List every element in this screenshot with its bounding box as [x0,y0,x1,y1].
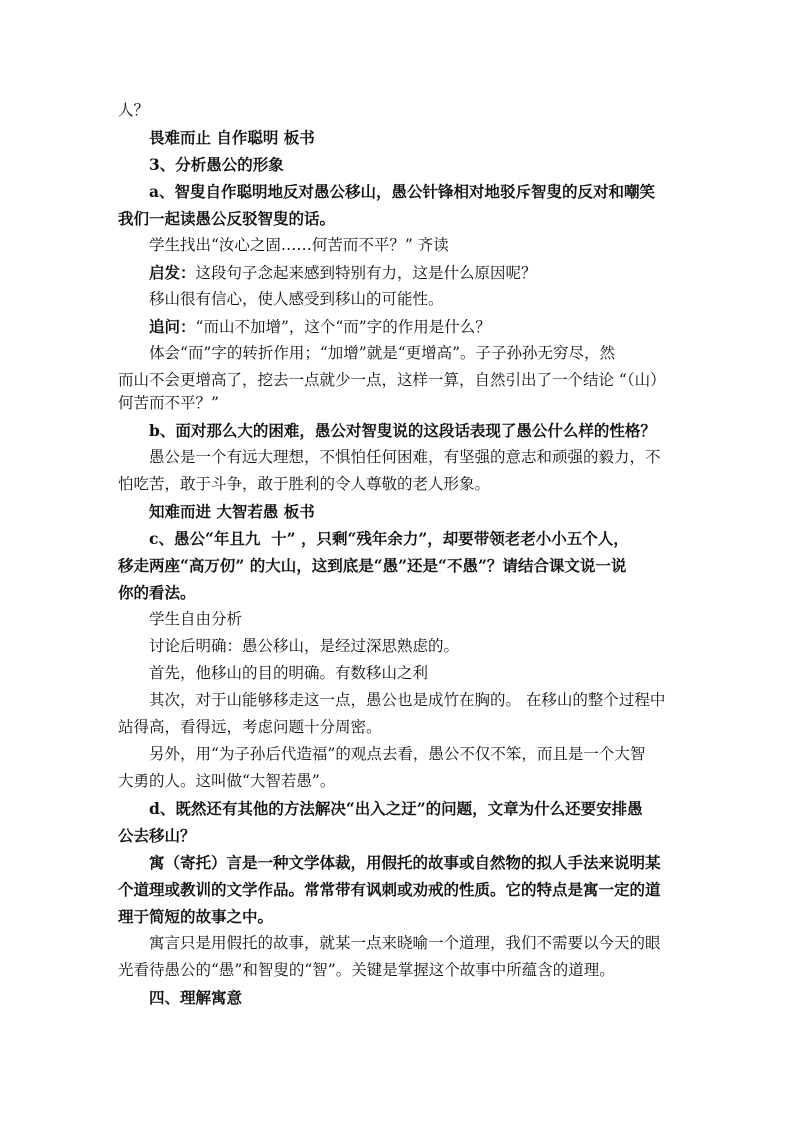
prompt-label: 启发： [149,263,196,282]
text-line: 站得高，看得远，考虑问题十分周密。 [118,718,382,736]
question-line: 我们一起读愚公反驳智叟的话。 [118,209,336,228]
text-line: 其次，对于山能够移走这一点，愚公也是成竹在胸的。 在移山的整个过程中 [149,691,666,709]
text-line: 愚公是一个有远大理想，不惧怕任何困难，有坚强的意志和顽强的毅力，不 [149,448,661,466]
question-line: a、智叟自作聪明地反对愚公移山，愚公针锋相对地驳斥智叟的反对和嘲笑 [149,182,656,201]
text-line: 另外，用“为子孙后代造福”的观点去看，愚公不仅不笨，而且是一个大智 [149,745,646,763]
prompt-text: “而山不加增”，这个“而”字的作用是什么？ [195,318,491,336]
question-line: 你的看法。 [118,583,196,602]
text-line: 体会“而”字的转折作用；“加增”就是“更增高”。子子孙孙无穷尽，然 [149,344,616,362]
text-line [149,262,686,284]
blackboard-note: 畏难而止 自作聪明 板书 [149,128,315,147]
text-line: 学生自由分析 [149,610,243,628]
question-line: b、面对那么大的困难，愚公对智叟说的这段话表现了愚公什么样的性格？ [149,421,656,440]
text-line: 怕吃苦，敢于斗争，敢于胜利的令人尊敬的老人形象。 [118,475,491,493]
definition-line: 理于简短的故事之中。 [118,907,274,926]
question-line: d、既然还有其他的方法解决“出入之迂”的问题，文章为什么还要安排愚 [149,799,643,818]
text-line: 大勇的人。这叫做“大智若愚”。 [118,772,336,790]
text-line: 何苦而不平？” [118,394,219,412]
prompt-text: 这段句子念起来感到特别有力，这是什么原因呢？ [195,264,537,282]
text-line: 学生找出“汝心之固……何苦而不平？” 齐读 [149,236,449,254]
text-line: 移山很有信心，使人感受到移山的可能性。 [149,290,444,308]
question-line: 移走两座“高万仞” 的大山，这到底是“愚”还是“不愚”？请结合课文说一说 [118,556,627,575]
text-line: 寓言只是用假托的故事，就某一点来晓喻一个道理，我们不需要以今天的眼 [149,934,661,952]
definition-line: 个道理或教训的文学作品。常常带有讽刺或劝戒的性质。它的特点是寓一定的道 [118,880,661,899]
question-line: c、愚公“年且九 十” ，只剩“残年余力”，却要带领老老小小五个人， [149,529,629,548]
text-line: 首先，他移山的目的明确。有数移山之利 [149,664,429,682]
question-line: 公去移山？ [118,826,196,845]
definition-line: 寓（寄托）言是一种文学体裁，用假托的故事或自然物的拟人手法来说明某 [149,853,661,872]
text-line: 而山不会更增高了，挖去一点就少一点，这样一算，自然引出了一个结论 “（山） [118,371,666,389]
text-line [149,316,686,338]
blackboard-note: 知难而进 大智若愚 板书 [149,502,315,521]
text-line: 讨论后明确：愚公移山，是经过深思熟虑的。 [149,637,460,655]
section-heading: 3、分析愚公的形象 [149,155,284,174]
section-heading: 四、理解寓意 [149,988,243,1007]
prompt-label: 追问： [149,317,196,336]
text-line: 光看待愚公的“愚”和智叟的“智”。关键是掌握这个故事中所蕴含的道理。 [118,961,615,979]
text-line: 人？ [118,101,150,119]
